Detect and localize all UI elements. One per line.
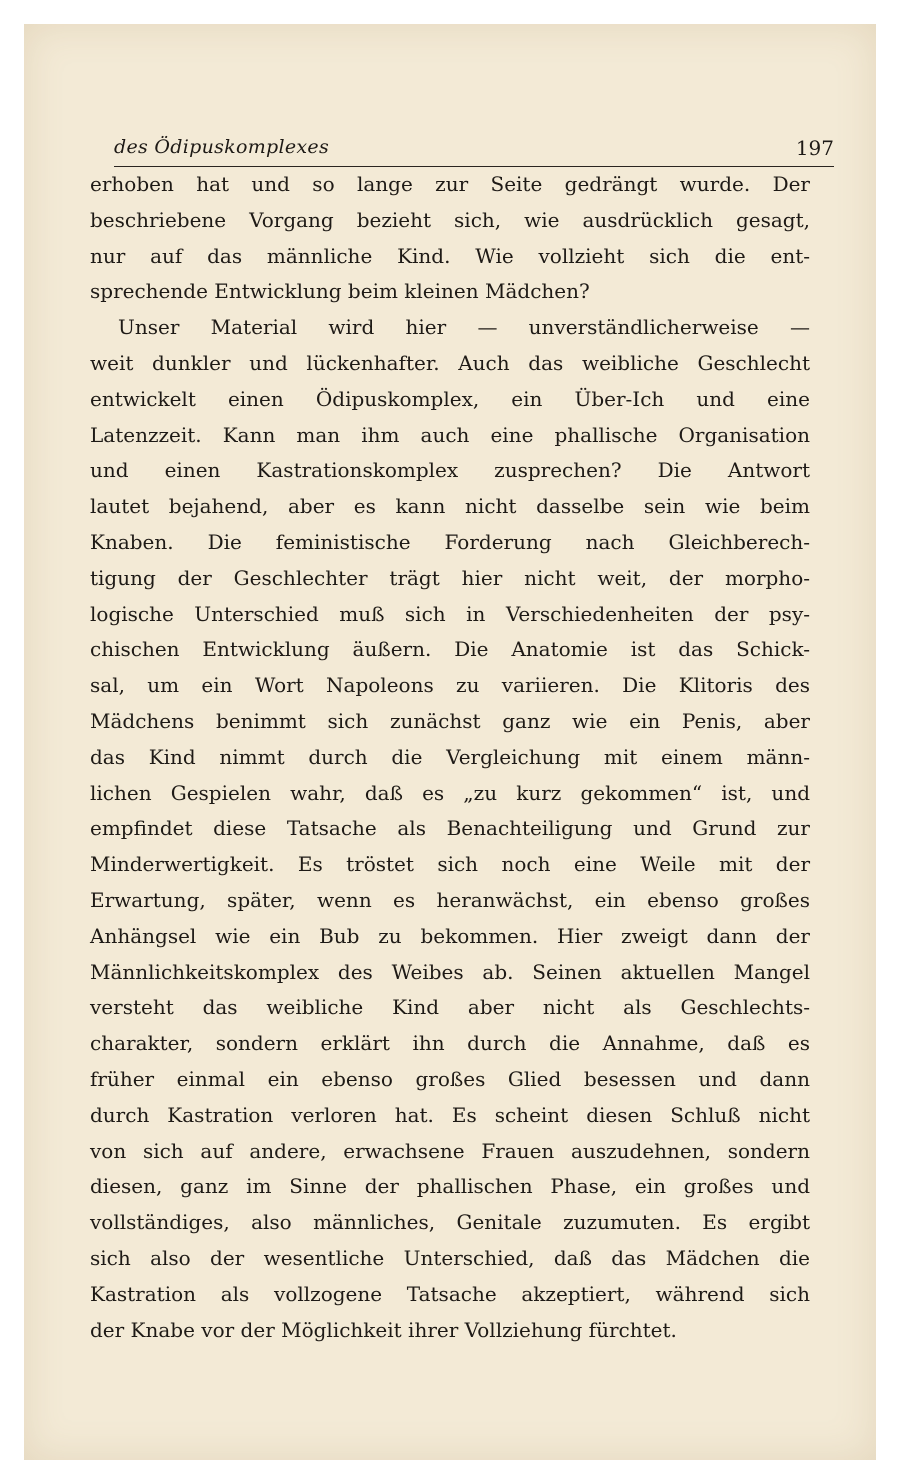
text-line: Anhängsel wie ein Bub zu bekommen. Hier zweigt dann der bbox=[90, 923, 810, 948]
page-header bbox=[114, 136, 834, 167]
text-line: der Knabe vor der Möglichkeit ihrer Vollziehung fürchtet. bbox=[90, 1317, 677, 1342]
text-line: Minderwertigkeit. Es tröstet sich noch eine Weile mit der bbox=[90, 852, 810, 877]
text-line: früher einmal ein ebenso großes Glied besessen und dann bbox=[90, 1066, 810, 1091]
text-line: sal, um ein Wort Napoleons zu variieren. Die Klitoris des bbox=[90, 673, 810, 698]
text-line: entwickelt einen Ödipuskomplex, ein Über-Ich und eine bbox=[90, 386, 810, 411]
text-line: lautet bejahend, aber es kann nicht dasselbe sein wie beim bbox=[90, 494, 810, 519]
text-line: lichen Gespielen wahr, daß es „zu kurz gekommen“ ist, und bbox=[90, 780, 810, 805]
text-line: Erwartung, später, wenn es heranwächst, ein ebenso großes bbox=[90, 887, 810, 912]
text-line: Kastration als vollzogene Tatsache akzeptiert, während sich bbox=[90, 1281, 810, 1306]
text-line: vollständiges, also männliches, Genitale zuzumuten. Es ergibt bbox=[90, 1210, 810, 1235]
text-line: das Kind nimmt durch die Vergleichung mit einem männ- bbox=[90, 744, 810, 769]
text-line: und einen Kastrationskomplex zusprechen? Die Antwort bbox=[90, 458, 810, 483]
text-line: von sich auf andere, erwachsene Frauen auszudehnen, sondern bbox=[90, 1138, 810, 1163]
text-line: beschriebene Vorgang bezieht sich, wie ausdrücklich gesagt, bbox=[90, 207, 810, 232]
text-line: versteht das weibliche Kind aber nicht als Geschlechts- bbox=[90, 995, 810, 1020]
text-line: erhoben hat und so lange zur Seite gedrängt wurde. Der bbox=[90, 172, 810, 196]
text-line: charakter, sondern erklärt ihn durch die Annahme, daß es bbox=[90, 1031, 810, 1056]
text-line: Mädchens benimmt sich zunächst ganz wie ein Penis, aber bbox=[90, 708, 810, 733]
text-line: durch Kastration verloren hat. Es scheint diesen Schluß nicht bbox=[90, 1102, 810, 1127]
text-line: logische Unterschied muß sich in Verschiedenheiten der psy- bbox=[90, 601, 810, 626]
text-line: Knaben. Die feministische Forderung nach Gleichberech- bbox=[90, 529, 810, 554]
text-line: Unser Material wird hier — unverständlicherweise — bbox=[118, 315, 810, 340]
body-text bbox=[90, 167, 810, 1348]
text-line: empfindet diese Tatsache als Benachteiligung und Grund zur bbox=[90, 816, 810, 841]
text-line: Latenzzeit. Kann man ihm auch eine phallische Organisation bbox=[90, 422, 810, 447]
text-line: tigung der Geschlechter trägt hier nicht weit, der morpho- bbox=[90, 565, 810, 590]
text-line: Männlichkeitskomplex des Weibes ab. Seinen aktuellen Mangel bbox=[90, 959, 810, 984]
text-line: diesen, ganz im Sinne der phallischen Phase, ein großes und bbox=[90, 1174, 810, 1199]
text-line: weit dunkler und lückenhafter. Auch das weibliche Geschlecht bbox=[90, 350, 810, 375]
text-line: sprechende Entwicklung beim kleinen Mädchen? bbox=[90, 279, 590, 304]
text-line: chischen Entwicklung äußern. Die Anatomie ist das Schick- bbox=[90, 637, 810, 662]
text-line: nur auf das männliche Kind. Wie vollzieht sich die ent- bbox=[90, 243, 810, 268]
page-number: 197 bbox=[795, 136, 834, 160]
text-line: sich also der wesentliche Unterschied, daß das Mädchen die bbox=[90, 1245, 810, 1270]
running-head: des Ödipuskomplexes bbox=[114, 136, 330, 158]
